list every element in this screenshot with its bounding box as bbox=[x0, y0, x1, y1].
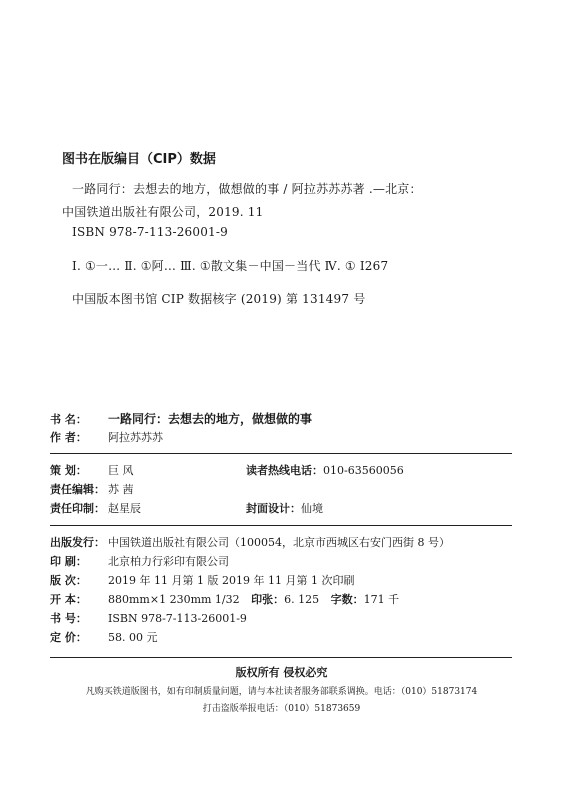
isbn-row bbox=[50, 610, 247, 626]
printer-row bbox=[50, 553, 229, 569]
cover-design-row bbox=[246, 500, 323, 516]
edition-row bbox=[50, 572, 354, 588]
sheets-value: 6. 125 bbox=[284, 593, 320, 606]
divider-2 bbox=[50, 525, 512, 526]
cip-line-publisher: 中国铁道出版社有限公司，2019. 11 bbox=[62, 205, 264, 219]
book-title-value: 一路同行：去想去的地方，做想做的事 bbox=[108, 412, 313, 426]
hotline-value: 010-63560056 bbox=[323, 464, 404, 477]
print-supervisor-value: 赵星辰 bbox=[108, 502, 141, 515]
quality-notice: 凡购买铁道版图书，如有印制质量问题，请与本社读者服务部联系调换。电话：（010）51873174 bbox=[85, 687, 478, 697]
word-count-value: 171 千 bbox=[363, 593, 400, 606]
cover-design-label: 封面设计： bbox=[246, 502, 301, 515]
cip-line-isbn: ISBN 978-7-113-26001-9 bbox=[72, 225, 228, 239]
editor-label: 责任编辑： bbox=[50, 483, 105, 496]
print-supervisor-label: 责任印制： bbox=[50, 502, 105, 515]
format-label: 开 本： bbox=[50, 593, 87, 606]
cip-line-title: 一路同行：去想去的地方，做想做的事 / 阿拉苏苏苏著 .—北京： bbox=[72, 182, 422, 196]
publisher-label: 出版发行： bbox=[50, 536, 105, 549]
format-value: 880mm×1 230mm 1/32 bbox=[108, 593, 240, 606]
edition-value: 2019 年 11 月第 1 版 2019 年 11 月第 1 次印刷 bbox=[108, 574, 355, 587]
print-supervisor-row bbox=[50, 500, 141, 516]
price-value: 58. 00 元 bbox=[108, 631, 158, 644]
editor-row bbox=[50, 481, 134, 497]
word-count-label: 字数： bbox=[330, 593, 364, 606]
publisher-row bbox=[50, 534, 450, 550]
book-title-label: 书 名： bbox=[50, 413, 87, 426]
price-label: 定 价： bbox=[50, 631, 87, 644]
cip-line-classification: Ⅰ. ①一… Ⅱ. ①阿… Ⅲ. ①散文集－中国－当代 Ⅳ. ① I267 bbox=[72, 259, 389, 273]
edition-label: 版 次： bbox=[50, 574, 87, 587]
publisher-value: 中国铁道出版社有限公司（100054，北京市西城区右安门西街 8 号） bbox=[108, 536, 450, 549]
planner-row bbox=[50, 462, 134, 478]
cover-design-value: 仙境 bbox=[301, 502, 323, 515]
planner-label: 策 划： bbox=[50, 464, 87, 477]
divider-3 bbox=[50, 657, 512, 658]
printer-value: 北京柏力行彩印有限公司 bbox=[108, 555, 229, 568]
format-row bbox=[50, 591, 399, 607]
editor-value: 苏 茜 bbox=[108, 483, 134, 496]
printer-label: 印 刷： bbox=[50, 555, 87, 568]
copyright-notice: 版权所有 侵权必究 bbox=[235, 666, 328, 679]
divider-1 bbox=[50, 453, 512, 454]
hotline-row bbox=[246, 462, 404, 478]
sheets-label: 印张： bbox=[251, 593, 285, 606]
book-author-label: 作 者： bbox=[50, 431, 87, 444]
price-row bbox=[50, 629, 157, 645]
cip-line-record-number: 中国版本图书馆 CIP 数据核字 (2019) 第 131497 号 bbox=[72, 292, 366, 306]
piracy-hotline: 打击盗版举报电话：（010）51873659 bbox=[202, 704, 361, 714]
book-author-row bbox=[50, 429, 163, 445]
isbn-value: ISBN 978-7-113-26001-9 bbox=[108, 612, 247, 625]
book-title-row bbox=[50, 410, 312, 427]
isbn-label: 书 号： bbox=[50, 612, 87, 625]
cip-heading: 图书在版编目（CIP）数据 bbox=[62, 152, 216, 167]
book-author-value: 阿拉苏苏苏 bbox=[108, 431, 163, 444]
planner-value: 巨 风 bbox=[108, 464, 134, 477]
hotline-label: 读者热线电话： bbox=[246, 464, 323, 477]
